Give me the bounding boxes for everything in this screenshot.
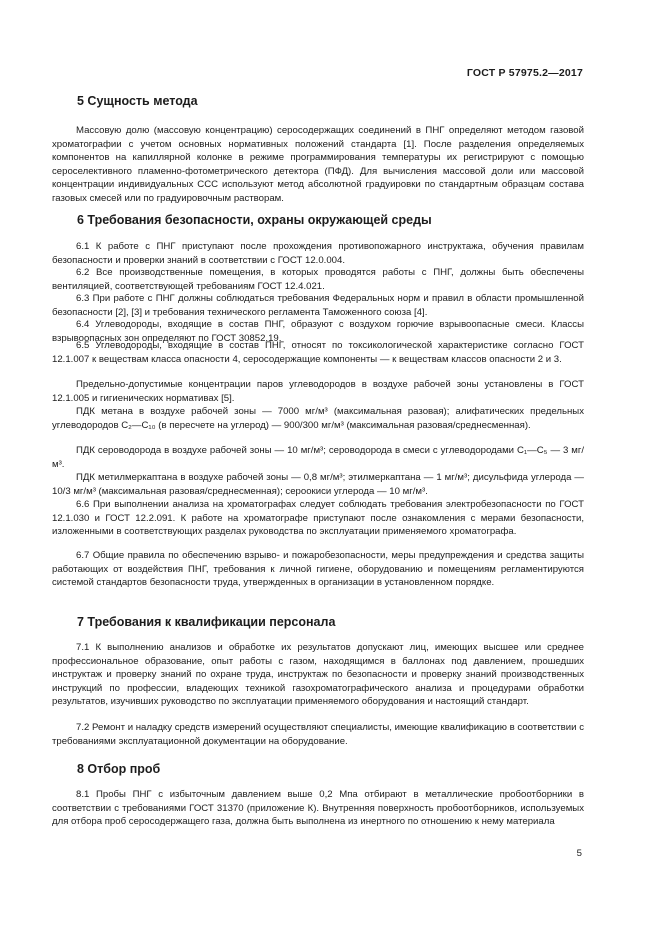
paragraph-6-1: 6.1 К работе с ПНГ приступают после прохождения противопожарного инструктажа, обучения правилам безопасности и проверки знаний в соответствии с ГОСТ 12.0.004. (52, 241, 584, 266)
paragraph-6-3: 6.3 При работе с ПНГ должны соблюдаться требования Федеральных норм и правил в области промышленной безопасности [2], [3] и требования технического регламента Таможенного союза [4]. (52, 293, 584, 318)
paragraph-6-2: 6.2 Все производственные помещения, в которых проводятся работы с ПНГ, должны быть обеспечены вентиляцией, соответствующей требованиям ГОСТ 12.4.021. (52, 267, 584, 292)
paragraph-8-1: 8.1 Пробы ПНГ с избыточным давлением выше 0,2 Мпа отбирают в металлические пробоотборники в соответствии с требованиями ГОСТ 31370 (приложение К). Внутренняя поверхность пробоотборников, используемых для отбора проб серосодержащего газа, должна быть выполнена из инертного по отношению к нему материала (52, 789, 584, 827)
paragraph-7-1: 7.1 К выполнению анализов и обработке их результатов допускают лиц, имеющих высшее или среднее профессиональное образование, опыт работы с газом, находящимся в баллонах под давлением, прошедших инструктаж и проверку знаний по охране труда, инструктаж по безопасности и проверку знаний производственных инструкций по профессии, владеющих техникой газохроматографического анализа и процедурами обработки результатов, изучивших руководство по эксплуатации применяемого оборудования и настоящий стандарт. (52, 642, 584, 707)
section-6-title: 6 Требования безопасности, охраны окружающей среды (77, 213, 432, 227)
paragraph-pdk-methane: ПДК метана в воздухе рабочей зоны — 7000 мг/м³ (максимальная разовая); алифатических предельных углеводородов С₂—С₁₀ (в пересчете на углерод) — 900/300 мг/м³ (максимальная разовая/среднесменная). (52, 406, 584, 431)
paragraph-6-6: 6.6 При выполнении анализа на хроматографах следует соблюдать требования электробезопасности по ГОСТ 12.1.030 и ГОСТ 12.2.091. К работе на хроматографе приступают после ознакомления с мерами безопасности, изложенными в соответствующих разделах руководства по эксплуатации применяемого хроматографа. (52, 499, 584, 537)
paragraph-pdk-mercaptans: ПДК метилмеркаптана в воздухе рабочей зоны — 0,8 мг/м³; этилмеркаптана — 1 мг/м³; дисульфида углерода — 10/3 мг/м³ (максимальная разовая/среднесменная); сероокиси углерода — 10 мг/м³. (52, 472, 584, 497)
section-5-title: 5 Сущность метода (77, 94, 198, 108)
paragraph-pdk-intro: Предельно-допустимые концентрации паров углеводородов в воздухе рабочей зоны установлены в ГОСТ 12.1.005 и гигиенических нормативах [5]. (52, 379, 584, 404)
page-header: ГОСТ Р 57975.2—2017 (466, 67, 583, 79)
section-5-paragraph-1: Массовую долю (массовую концентрацию) серосодержащих соединений в ПНГ определяют методом газовой хроматографии с учетом основных нормативных положений стандарта [1]. После разделения определяемых компонентов на капиллярной колонке в режиме программирования температуры их регистрируют с помощью сероселективного пламенно-фотометрического детектора (ПФД). Для вычисления массовой доли или массовой концентрации индивидуальных ССС используют метод абсолютной градуировки по стандартным образцам состава газовых смесей или по градуировочным растворам. (52, 125, 584, 204)
section-8-title: 8 Отбор проб (77, 762, 161, 776)
paragraph-6-7: 6.7 Общие правила по обеспечению взрыво- и пожаробезопасности, меры предупреждения и средства защиты работающих от воздействия ПНГ, требования к личной гигиене, оборудованию и помещениям регламентируются системой стандартов безопасности труда, утвержденных в организации в установленном порядке. (52, 550, 584, 588)
paragraph-pdk-h2s: ПДК сероводорода в воздухе рабочей зоны — 10 мг/м³; сероводорода в смеси с углеводородами С₁—С₅ — 3 мг/м³. (52, 445, 584, 470)
section-7-title: 7 Требования к квалификации персонала (77, 615, 336, 629)
page-number: 5 (576, 848, 582, 859)
paragraph-6-4: 6.4 Углеводороды, входящие в состав ПНГ, образуют с воздухом горючие взрывоопасные смеси. Классы взрывоопасных зон определяют по ГОСТ 30852.19. (52, 319, 584, 344)
paragraph-6-5: 6.5 Углеводороды, входящие в состав ПНГ, относят по токсикологической характеристике согласно ГОСТ 12.1.007 к веществам класса опасности 4, серосодержащие компоненты — к веществам классов опасности 2 и 3. (52, 340, 584, 365)
paragraph-7-2: 7.2 Ремонт и наладку средств измерений осуществляют специалисты, имеющие квалификацию в соответствии с требованиями эксплуатационной документации на оборудование. (52, 722, 584, 747)
